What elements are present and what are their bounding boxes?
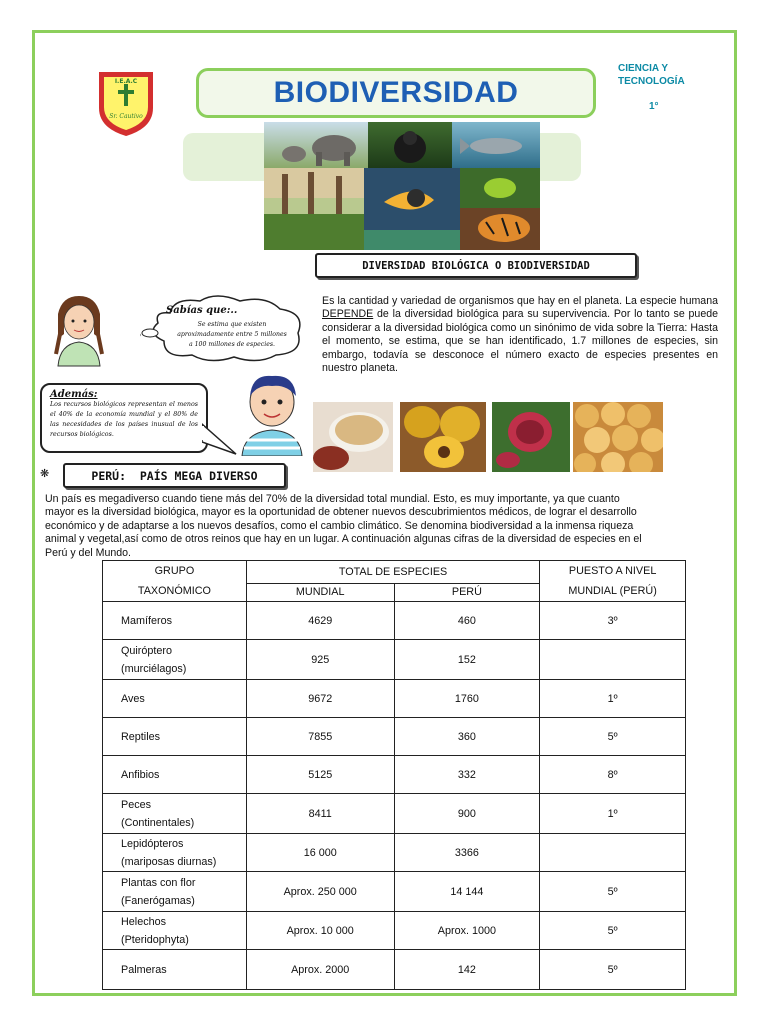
cell-peru: 360 [394,718,540,756]
definition-heading: DIVERSIDAD BIOLÓGICA O BIODIVERSIDAD [362,259,590,272]
cell-puesto: 5º [540,872,686,912]
camu-camu-photo [573,402,663,472]
cell-puesto: 5º [540,950,686,990]
cell-puesto: 1º [540,680,686,718]
species-table [102,560,686,990]
logo-text-line1: I.E.A.C [114,78,138,85]
ademas-text: Los recursos biológicos representan el menos el 40% de la economía mundial y el 80% de las necesidades de los países inusual de los recursos biológicos. [50,401,198,438]
cell-group: Plantas con flor (Fanerógamas) [103,872,247,912]
title-banner [196,68,596,118]
cell-peru: 14 144 [394,872,540,912]
cell-group: Mamíferos [103,602,247,640]
header-mundial: MUNDIAL [246,583,394,601]
biodiversity-collage [264,122,540,250]
header-total: TOTAL DE ESPECIES [246,561,539,584]
school-logo [95,68,157,138]
cell-group: Anfibios [103,756,247,794]
cell-group: Peces (Continentales) [103,794,247,834]
grade-label: 1° [649,101,659,112]
girl-illustration [40,294,118,368]
ademas-box [40,383,208,453]
bullet-icon: ❋ [40,467,50,480]
cell-group: Quiróptero (murciélagos) [103,640,247,680]
definition-paragraph: Es la cantidad y variedad de organismos que hay en el planeta. La especie humana DEPENDE de la diversidad biológica para su supervivencia. Por lo tanto se puede considerar a la diversidad biológica como un sinónimo de vida sobre la Tierra: Hasta el momento, se estima, que se han identificado, 1.7 millones de especies, sin embargo, todavía se desconoce el número exacto de especies presentes en nuestro planeta. [322,295,718,375]
cell-mundial: 4629 [246,602,394,640]
cell-mundial: 9672 [246,680,394,718]
page-title: BIODIVERSIDAD [273,76,519,109]
cell-mundial: Aprox. 250 000 [246,872,394,912]
cell-peru: 142 [394,950,540,990]
cell-peru: 460 [394,602,540,640]
boy-illustration [236,370,308,456]
cell-mundial: 7855 [246,718,394,756]
cell-mundial: Aprox. 10 000 [246,912,394,950]
peru-heading-box [63,463,286,488]
cell-puesto: 1º [540,794,686,834]
table-row [103,950,686,990]
cell-mundial: 8411 [246,794,394,834]
table-row [103,912,686,950]
sabias-text: Se estima que existen aproximadamente entre 5 millones a 100 millones de especies. [177,321,287,348]
cell-puesto: 5º [540,912,686,950]
cell-peru: 900 [394,794,540,834]
quinoa-photo [313,402,393,472]
cell-puesto [540,640,686,680]
table-row [103,602,686,640]
cell-puesto: 3º [540,602,686,640]
cell-puesto [540,834,686,872]
cell-mundial: 16 000 [246,834,394,872]
cell-peru: 152 [394,640,540,680]
logo-text-line2: Sr. Cautivo [109,113,143,120]
peru-heading: PERÚ: PAÍS MEGA DIVERSO [91,468,258,483]
achiote-photo [492,402,570,472]
ademas-title: Además: [50,389,98,400]
cell-group: Helechos (Pteridophyta) [103,912,247,950]
cell-puesto: 8º [540,756,686,794]
cell-group: Reptiles [103,718,247,756]
cell-peru: 3366 [394,834,540,872]
cell-group: Aves [103,680,247,718]
sabias-title: Sabías que:.. [166,305,238,316]
table-row [103,872,686,912]
depende-emphasis: DEPENDE [322,308,374,321]
header-group: GRUPO TAXONÓMICO [103,561,247,602]
table-row [103,756,686,794]
cell-group: Lepidópteros (mariposas diurnas) [103,834,247,872]
table-row [103,640,686,680]
table-row [103,718,686,756]
cell-puesto: 5º [540,718,686,756]
cell-mundial: Aprox. 2000 [246,950,394,990]
cell-mundial: 925 [246,640,394,680]
cell-mundial: 5125 [246,756,394,794]
definition-heading-box [315,253,637,278]
speech-bubble-tail [202,418,238,458]
lucuma-photo [400,402,486,472]
cell-group: Palmeras [103,950,247,990]
header-puesto: PUESTO A NIVEL MUNDIAL (PERÚ) [540,561,686,602]
megadiverse-paragraph: Un país es megadiverso cuando tiene más del 70% de la diversidad total mundial. Esto, es muy importante, ya que cuanto mayor es la diversidad biológica, mayor es la oportunidad de obtener nuevos descubrimientos médicos, de lograr el desarrollo económico y de adaptarse a los nuevos desafíos, como el cambio climático. Se denomina biodiversidad a la inmensa riqueza animal y vegetal,así como de otros reinos que hay en un lugar. A continuación algunas cifras de la diversidad de especies en el Perú y del Mundo. [45,493,642,559]
table-row [103,680,686,718]
table-row [103,834,686,872]
header-peru: PERÚ [394,583,540,601]
cell-peru: Aprox. 1000 [394,912,540,950]
cell-peru: 1760 [394,680,540,718]
table-header-row [103,561,686,584]
cell-peru: 332 [394,756,540,794]
subject-label: CIENCIA Y TECNOLOGÍA [618,63,685,87]
table-row [103,794,686,834]
